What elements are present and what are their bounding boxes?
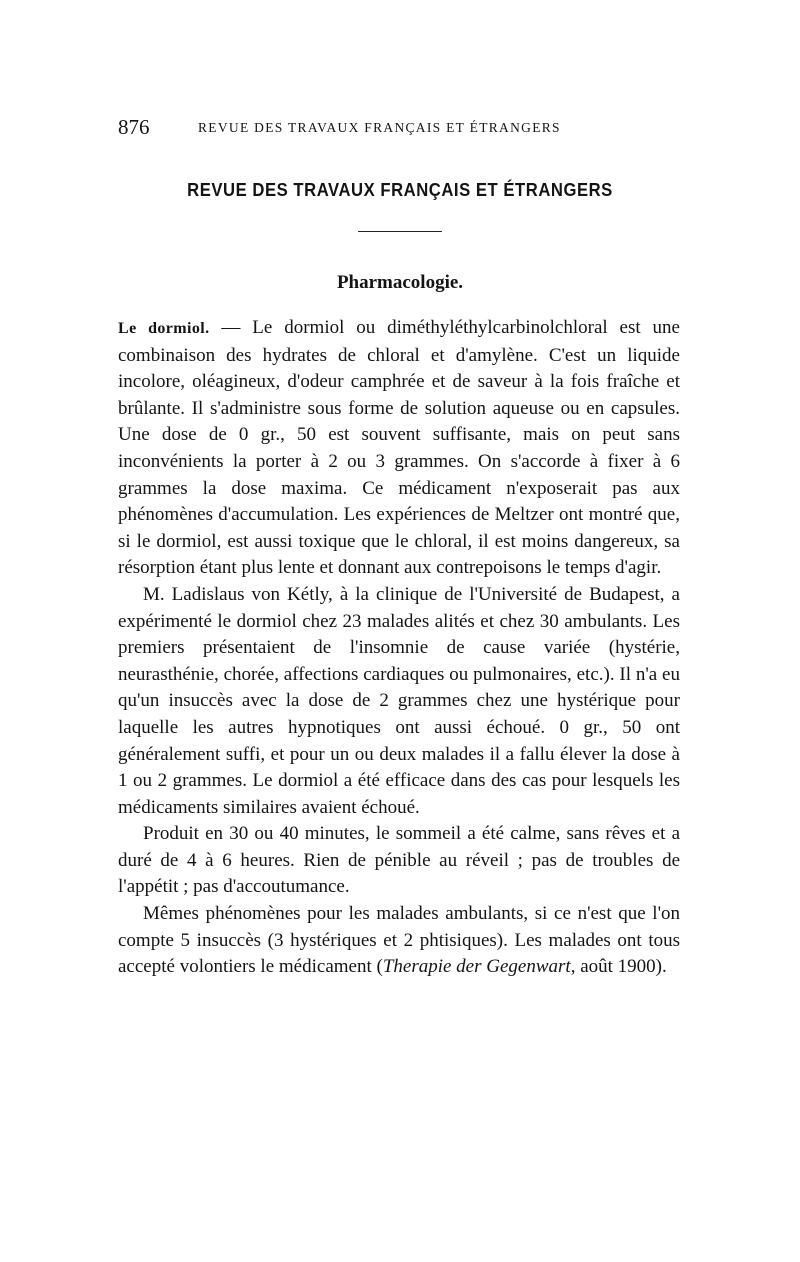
article-paragraph [118, 901, 680, 981]
article-paragraph [118, 821, 680, 901]
paragraph-text: Mêmes phénomènes pour les malades ambulants, si ce n'est que l'on compte 5 insuccès (3 hystériques et 2 phtisiques). Les malades ont tous accepté volontiers le médicament ( [118, 903, 680, 978]
title-divider [358, 231, 442, 232]
subsection-title: Pharmacologie. [336, 272, 464, 293]
section-title: REVUE DES TRAVAUX FRANÇAIS ET ÉTRANGERS [187, 179, 613, 200]
article-paragraph [118, 582, 680, 821]
running-header [118, 112, 678, 142]
paragraph-text: — Le dormiol ou diméthyléthylcarbinolchloral est une combinaison des hydrates de chloral et d'amylène. C'est un liquide incolore, oléagineux, d'odeur camphrée et de saveur à la fois fraîche et brûlante. Il s'administre sous forme de solution aqueuse ou en capsules. Une dose de 0 gr., 50 est souvent suffisante, mais on peut sans inconvénients la porter à 2 ou 3 grammes. On s'accorde à fixer à 6 grammes la dose maxima. Ce médicament n'exposerait pas aux phénomènes d'accumulation. Les expériences de Meltzer ont montré que, si le dormiol, est aussi toxique que le chloral, il est moins dangereux, sa résorption étant plus lente et donnant aux contrepoisons le temps d'agir. [118, 317, 680, 579]
article-paragraph [118, 315, 680, 582]
page-number: 876 [118, 115, 150, 139]
paragraph-text: Produit en 30 ou 40 minutes, le sommeil a été calme, sans rêves et a duré de 4 à 6 heures. Rien de pénible au réveil ; pas de troubles de l'appétit ; pas d'accoutumance. [118, 823, 680, 898]
citation-title: Therapie der Gegenwart [382, 956, 571, 978]
paragraph-text: M. Ladislaus von Kétly, à la clinique de l'Université de Budapest, a expérimenté le dormiol chez 23 malades alités et chez 30 ambulants. Les premiers présentaient de l'insomnie de cause variée (hystérie, neurasthénie, chorée, affections cardiaques ou pulmonaires, etc.). Il n'a eu qu'un insuccès avec la dose de 2 grammes chez une hystérique pour laquelle les autres hypnotiques ont aussi échoué. 0 gr., 50 ont généralement suffi, et pour un ou deux malades il a fallu élever la dose à 1 ou 2 grammes. Le dormiol a été efficace dans des cas pour lesquels les médicaments similaires avaient échoué. [118, 583, 680, 818]
citation-date: , août 1900). [570, 956, 667, 978]
article-body [118, 315, 680, 981]
running-title: REVUE DES TRAVAUX FRANÇAIS ET ÉTRANGERS [198, 120, 561, 135]
article-lead-term: Le dormiol. [118, 320, 210, 337]
